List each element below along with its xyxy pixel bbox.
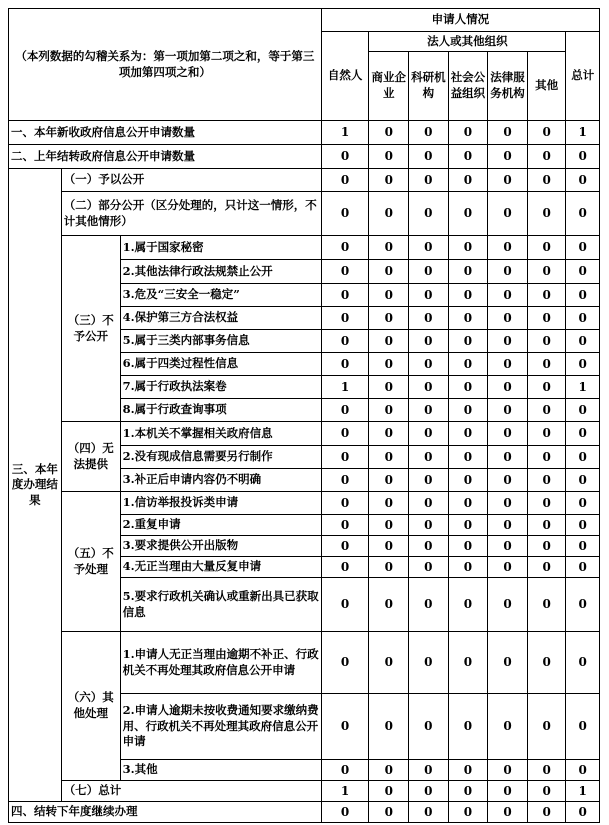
value-cell: 0: [488, 446, 528, 469]
value-cell: 0: [409, 492, 449, 515]
item-label: 7.属于行政执法案卷: [120, 376, 321, 399]
col-natural-person: 自然人: [321, 32, 369, 121]
value-cell: 0: [488, 802, 528, 823]
value-cell: 0: [527, 169, 566, 192]
value-cell: 0: [321, 330, 369, 353]
table-row: [9, 169, 600, 192]
section-three-label: 三、本年度办理结果: [9, 169, 62, 802]
value-cell: 0: [527, 802, 566, 823]
col-other: 其他: [527, 52, 566, 121]
value-cell: 0: [369, 145, 409, 169]
value-cell: 0: [369, 236, 409, 260]
value-cell: 0: [448, 557, 488, 578]
value-cell: 0: [566, 330, 600, 353]
value-cell: 0: [527, 781, 566, 802]
applicant-info-header: 申请人情况: [321, 9, 599, 32]
value-cell: 0: [566, 399, 600, 422]
value-cell: 0: [321, 469, 369, 492]
value-cell: 0: [566, 760, 600, 781]
value-cell: 0: [409, 578, 449, 632]
table-row: [9, 121, 600, 145]
value-cell: 0: [488, 169, 528, 192]
value-cell: 0: [488, 515, 528, 536]
value-cell: 0: [448, 632, 488, 694]
header-note: （本列数据的勾稽关系为：第一项加第二项之和，等于第三项加第四项之和）: [9, 9, 322, 121]
value-cell: 1: [321, 781, 369, 802]
value-cell: 0: [321, 557, 369, 578]
value-cell: 0: [448, 145, 488, 169]
value-cell: 0: [527, 376, 566, 399]
value-cell: 0: [527, 260, 566, 284]
value-cell: 0: [369, 422, 409, 446]
item-label: 1.信访举报投诉类申请: [120, 492, 321, 515]
value-cell: 0: [448, 515, 488, 536]
value-cell: 0: [488, 557, 528, 578]
value-cell: 0: [527, 578, 566, 632]
value-cell: 0: [448, 169, 488, 192]
value-cell: 0: [488, 632, 528, 694]
value-cell: 1: [566, 121, 600, 145]
value-cell: 0: [409, 121, 449, 145]
table-row: [9, 802, 600, 823]
value-cell: 0: [527, 632, 566, 694]
value-cell: 0: [566, 353, 600, 376]
value-cell: 0: [566, 422, 600, 446]
value-cell: 0: [488, 192, 528, 236]
value-cell: 0: [488, 399, 528, 422]
value-cell: 1: [321, 121, 369, 145]
item-label: 1.申请人无正当理由逾期不补正、行政机关不再处理其政府信息公开申请: [120, 632, 321, 694]
value-cell: 0: [527, 557, 566, 578]
value-cell: 1: [566, 781, 600, 802]
value-cell: 0: [369, 536, 409, 557]
table-row: [9, 236, 600, 260]
value-cell: 0: [409, 422, 449, 446]
value-cell: 0: [369, 632, 409, 694]
value-cell: 0: [321, 192, 369, 236]
value-cell: 0: [369, 353, 409, 376]
value-cell: 0: [321, 422, 369, 446]
value-cell: 0: [448, 121, 488, 145]
value-cell: 0: [448, 192, 488, 236]
value-cell: 0: [488, 145, 528, 169]
value-cell: 0: [488, 694, 528, 760]
value-cell: 0: [409, 515, 449, 536]
col-total: 总计: [566, 32, 600, 121]
value-cell: 0: [369, 284, 409, 307]
value-cell: 0: [321, 515, 369, 536]
item-label: 5.属于三类内部事务信息: [120, 330, 321, 353]
value-cell: 0: [566, 307, 600, 330]
value-cell: 0: [527, 145, 566, 169]
value-cell: 0: [527, 330, 566, 353]
table-row: [9, 781, 600, 802]
value-cell: 0: [488, 781, 528, 802]
value-cell: 0: [566, 536, 600, 557]
value-cell: 0: [321, 236, 369, 260]
value-cell: 0: [527, 307, 566, 330]
value-cell: 0: [321, 284, 369, 307]
item-label: 2.申请人逾期未按收费通知要求缴纳费用、行政机关不再处理其政府信息公开申请: [120, 694, 321, 760]
item-label: 3.补正后申请内容仍不明确: [120, 469, 321, 492]
value-cell: 0: [566, 557, 600, 578]
value-cell: 0: [527, 694, 566, 760]
value-cell: 0: [321, 632, 369, 694]
value-cell: 0: [321, 802, 369, 823]
value-cell: 0: [321, 307, 369, 330]
value-cell: 0: [527, 492, 566, 515]
value-cell: 0: [409, 307, 449, 330]
value-cell: 0: [409, 376, 449, 399]
item-label: 2.其他法律行政法规禁止公开: [120, 260, 321, 284]
group-label: （五）不予处理: [61, 492, 120, 632]
value-cell: 0: [409, 802, 449, 823]
value-cell: 0: [369, 376, 409, 399]
value-cell: 0: [566, 578, 600, 632]
item-label: 4.保护第三方合法权益: [120, 307, 321, 330]
value-cell: 0: [409, 192, 449, 236]
value-cell: 0: [409, 330, 449, 353]
value-cell: 0: [448, 781, 488, 802]
value-cell: 0: [448, 260, 488, 284]
value-cell: 0: [527, 399, 566, 422]
group-label: （六）其他处理: [61, 632, 120, 781]
value-cell: 0: [566, 492, 600, 515]
row-label: （二）部分公开（区分处理的，只计这一情形，不计其他情形）: [61, 192, 321, 236]
value-cell: 0: [369, 557, 409, 578]
value-cell: 0: [488, 492, 528, 515]
item-label: 3.要求提供公开出版物: [120, 536, 321, 557]
value-cell: 0: [488, 469, 528, 492]
item-label: 1.属于国家秘密: [120, 236, 321, 260]
value-cell: 0: [527, 284, 566, 307]
value-cell: 0: [409, 760, 449, 781]
value-cell: 0: [566, 236, 600, 260]
value-cell: 0: [409, 469, 449, 492]
value-cell: 0: [369, 307, 409, 330]
row-label: 一、本年新收政府信息公开申请数量: [9, 121, 322, 145]
table-row: [9, 145, 600, 169]
item-label: 4.无正当理由大量反复申请: [120, 557, 321, 578]
value-cell: 0: [527, 121, 566, 145]
value-cell: 0: [448, 284, 488, 307]
value-cell: 0: [488, 760, 528, 781]
value-cell: 0: [409, 557, 449, 578]
value-cell: 0: [369, 694, 409, 760]
table-row: [9, 492, 600, 515]
value-cell: 0: [566, 145, 600, 169]
value-cell: 0: [488, 260, 528, 284]
value-cell: 0: [488, 121, 528, 145]
item-label: 1.本机关不掌握相关政府信息: [120, 422, 321, 446]
value-cell: 0: [369, 192, 409, 236]
value-cell: 0: [369, 121, 409, 145]
group-label: （四）无法提供: [61, 422, 120, 492]
value-cell: 0: [448, 307, 488, 330]
value-cell: 0: [488, 536, 528, 557]
value-cell: 0: [448, 760, 488, 781]
row-label: 二、上年结转政府信息公开申请数量: [9, 145, 322, 169]
value-cell: 0: [448, 802, 488, 823]
group-label: （三）不予公开: [61, 236, 120, 422]
value-cell: 0: [448, 422, 488, 446]
value-cell: 0: [448, 694, 488, 760]
value-cell: 0: [409, 236, 449, 260]
value-cell: 0: [527, 192, 566, 236]
col-legal-service: 法律服务机构: [488, 52, 528, 121]
value-cell: 0: [448, 376, 488, 399]
value-cell: 0: [321, 694, 369, 760]
value-cell: 0: [566, 469, 600, 492]
value-cell: 0: [321, 492, 369, 515]
value-cell: 0: [527, 536, 566, 557]
value-cell: 0: [448, 399, 488, 422]
value-cell: 0: [321, 446, 369, 469]
value-cell: 0: [527, 760, 566, 781]
value-cell: 0: [369, 492, 409, 515]
value-cell: 0: [488, 422, 528, 446]
value-cell: 0: [369, 169, 409, 192]
item-label: 3.其他: [120, 760, 321, 781]
value-cell: 0: [566, 802, 600, 823]
value-cell: 0: [409, 632, 449, 694]
item-label: 6.属于四类过程性信息: [120, 353, 321, 376]
value-cell: 0: [409, 536, 449, 557]
value-cell: 0: [369, 802, 409, 823]
value-cell: 0: [369, 578, 409, 632]
table-row: [9, 422, 600, 446]
value-cell: 0: [488, 376, 528, 399]
value-cell: 0: [448, 578, 488, 632]
value-cell: 0: [448, 330, 488, 353]
item-label: 2.重复申请: [120, 515, 321, 536]
value-cell: 0: [409, 169, 449, 192]
value-cell: 0: [409, 399, 449, 422]
row-label: （一）予以公开: [61, 169, 321, 192]
value-cell: 0: [448, 446, 488, 469]
item-label: 3.危及“三安全一稳定”: [120, 284, 321, 307]
col-commercial: 商业企业: [369, 52, 409, 121]
disclosure-stats-table: [8, 8, 600, 823]
col-research: 科研机构: [409, 52, 449, 121]
value-cell: 0: [448, 469, 488, 492]
value-cell: 0: [321, 169, 369, 192]
value-cell: 0: [321, 536, 369, 557]
value-cell: 0: [566, 446, 600, 469]
value-cell: 0: [566, 632, 600, 694]
value-cell: 0: [448, 353, 488, 376]
col-public-welfare: 社会公益组织: [448, 52, 488, 121]
value-cell: 0: [321, 760, 369, 781]
value-cell: 0: [409, 781, 449, 802]
value-cell: 0: [369, 260, 409, 284]
value-cell: 0: [566, 169, 600, 192]
value-cell: 0: [369, 399, 409, 422]
value-cell: 0: [321, 578, 369, 632]
value-cell: 0: [409, 145, 449, 169]
value-cell: 0: [527, 236, 566, 260]
value-cell: 0: [369, 469, 409, 492]
value-cell: 0: [448, 492, 488, 515]
value-cell: 0: [566, 515, 600, 536]
value-cell: 0: [369, 330, 409, 353]
value-cell: 0: [488, 236, 528, 260]
value-cell: 0: [527, 515, 566, 536]
value-cell: 0: [409, 446, 449, 469]
value-cell: 0: [369, 760, 409, 781]
value-cell: 0: [527, 446, 566, 469]
value-cell: 0: [566, 284, 600, 307]
legal-other-header: 法人或其他组织: [369, 32, 566, 52]
value-cell: 0: [566, 260, 600, 284]
value-cell: 0: [527, 422, 566, 446]
table-row: [9, 632, 600, 694]
row-label: 四、结转下年度继续办理: [9, 802, 322, 823]
value-cell: 0: [448, 236, 488, 260]
value-cell: 0: [369, 781, 409, 802]
item-label: 5.要求行政机关确认或重新出具已获取信息: [120, 578, 321, 632]
value-cell: 0: [369, 446, 409, 469]
table-row: [9, 192, 600, 236]
value-cell: 0: [409, 284, 449, 307]
item-label: 8.属于行政查询事项: [120, 399, 321, 422]
value-cell: 0: [527, 353, 566, 376]
value-cell: 0: [409, 260, 449, 284]
value-cell: 0: [321, 353, 369, 376]
value-cell: 0: [566, 192, 600, 236]
value-cell: 0: [409, 694, 449, 760]
value-cell: 0: [321, 145, 369, 169]
value-cell: 0: [409, 353, 449, 376]
value-cell: 0: [566, 694, 600, 760]
value-cell: 0: [488, 353, 528, 376]
value-cell: 0: [321, 399, 369, 422]
value-cell: 1: [321, 376, 369, 399]
value-cell: 1: [566, 376, 600, 399]
value-cell: 0: [488, 330, 528, 353]
value-cell: 0: [369, 515, 409, 536]
item-label: 2.没有现成信息需要另行制作: [120, 446, 321, 469]
value-cell: 0: [321, 260, 369, 284]
value-cell: 0: [488, 284, 528, 307]
value-cell: 0: [488, 307, 528, 330]
value-cell: 0: [488, 578, 528, 632]
value-cell: 0: [448, 536, 488, 557]
value-cell: 0: [527, 469, 566, 492]
row-label: （七）总计: [61, 781, 321, 802]
